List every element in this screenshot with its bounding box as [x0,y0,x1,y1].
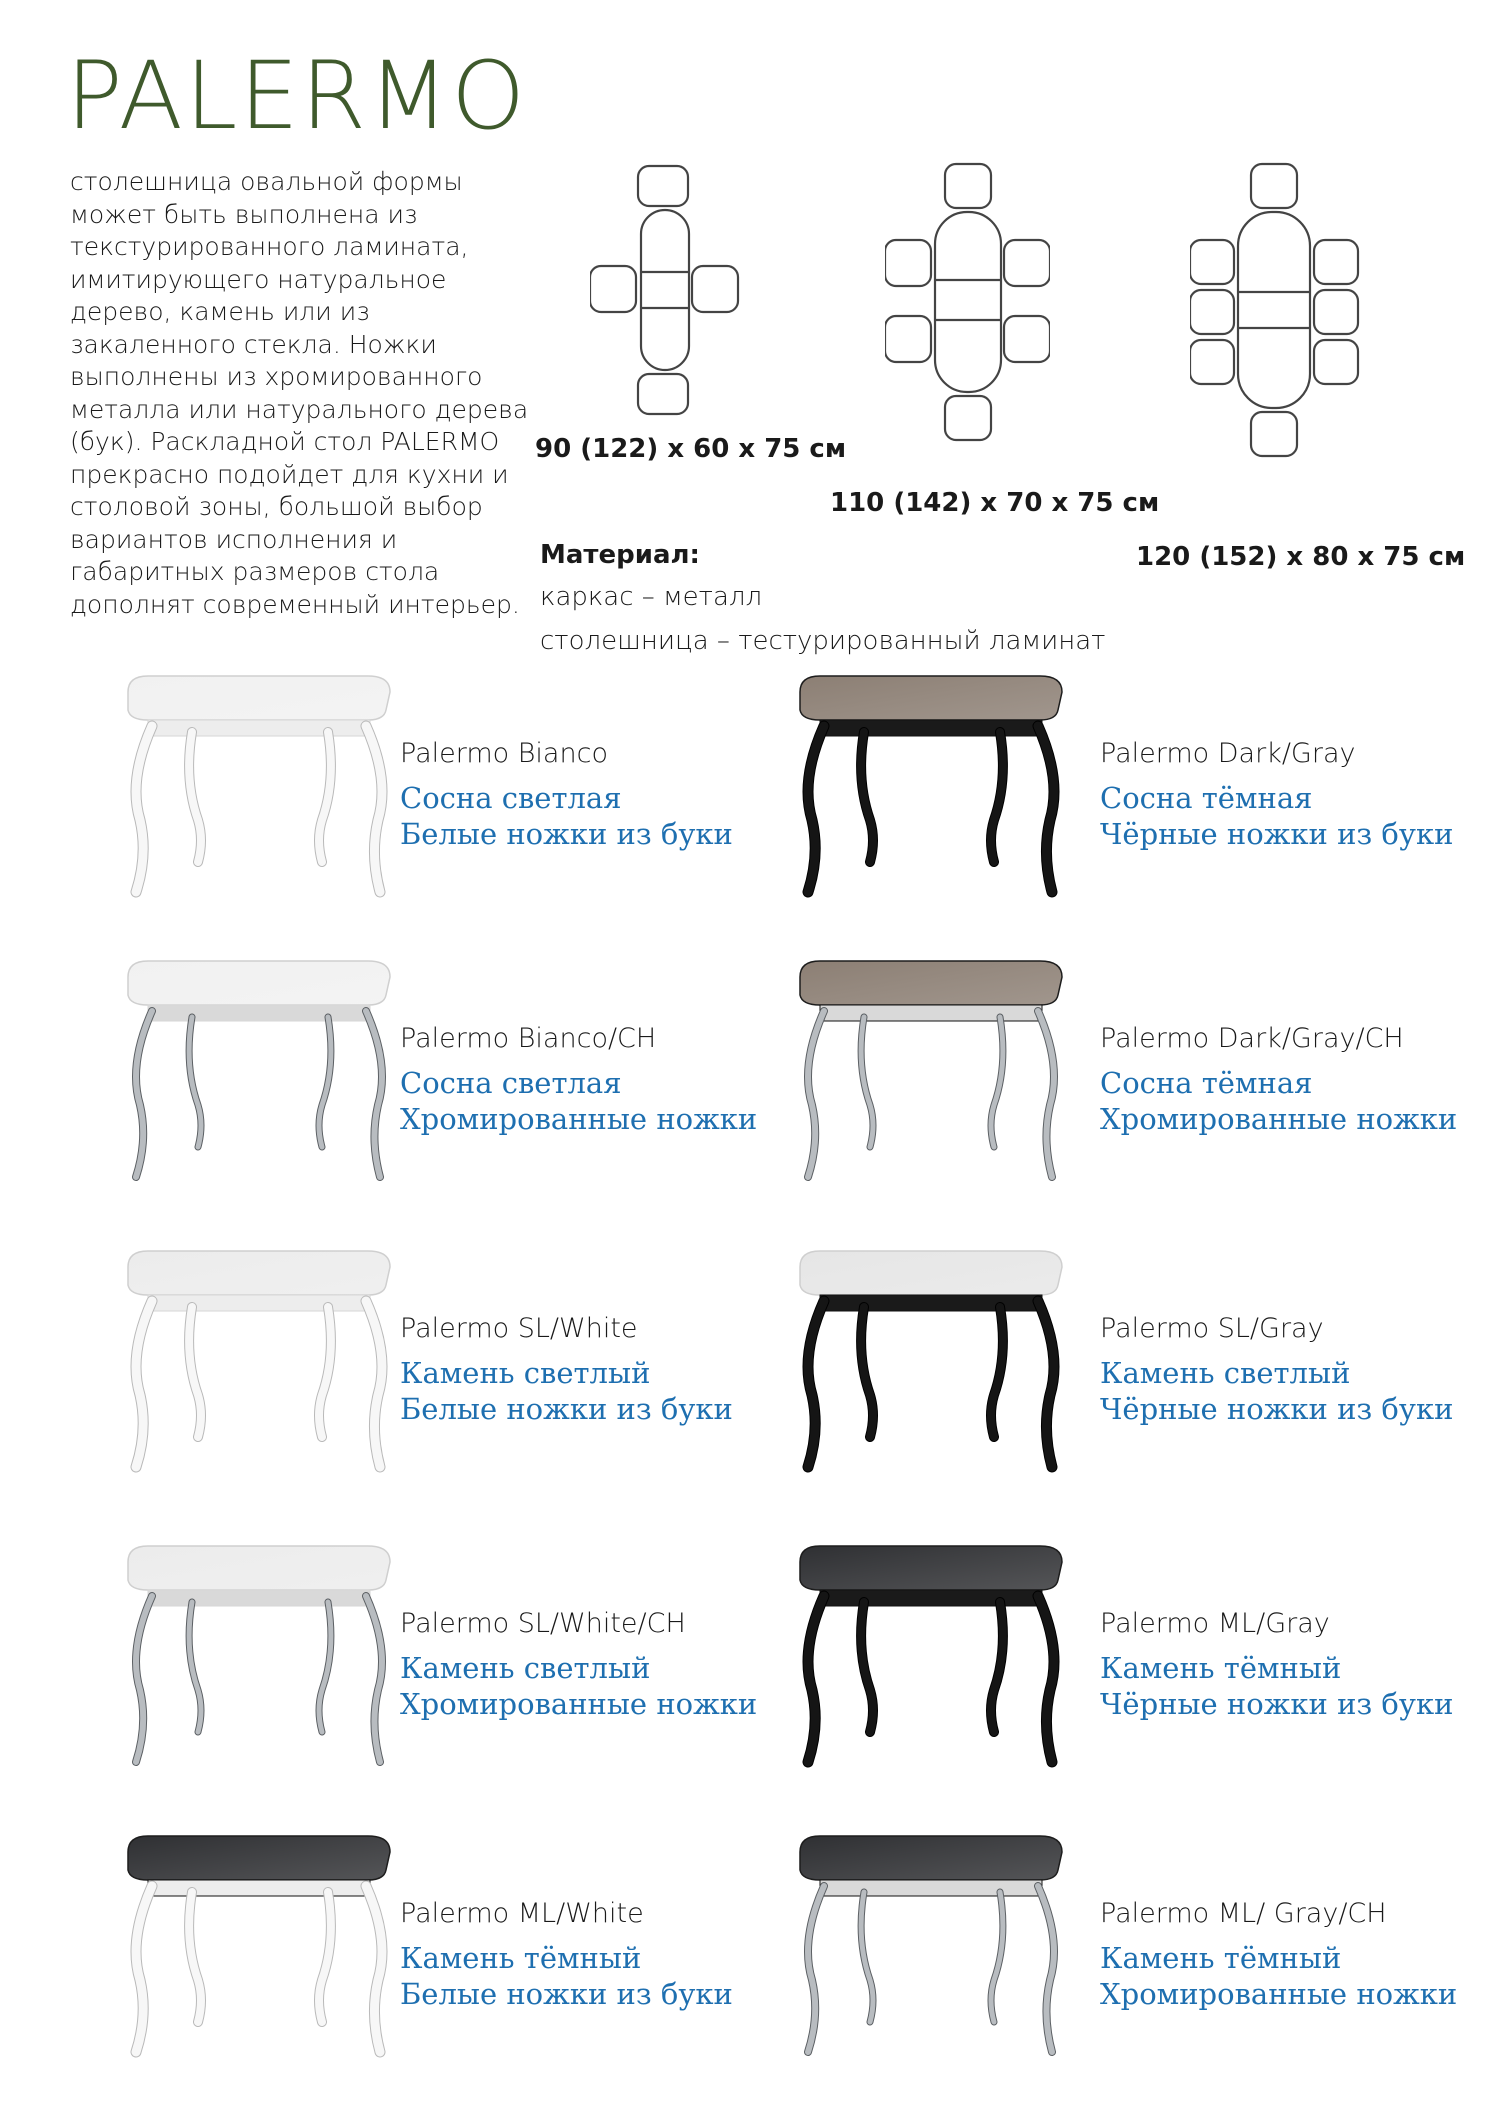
table-seating-4-icon [590,160,740,420]
product-image [790,1245,1070,1480]
product-leg-finish: Хромированные ножки [1100,1977,1458,2011]
table-seating-8-icon [1190,160,1360,460]
product-leg-finish: Белые ножки из буки [400,1977,733,2011]
product-top-finish: Камень тёмный [1100,1651,1342,1685]
product-top-finish: Камень тёмный [1100,1941,1342,1975]
product-top-finish: Камень светлый [400,1651,651,1685]
table-icon [790,1540,1070,1775]
product-image [118,670,398,905]
product-image [118,1245,398,1480]
product-name: Palermo Bianco/CH [400,1023,657,1054]
product-image [118,1540,398,1775]
product-name: Palermo ML/ Gray/CH [1100,1898,1387,1929]
product-leg-finish: Хромированные ножки [400,1102,758,1136]
product-leg-finish: Чёрные ножки из буки [1100,1687,1454,1721]
product-name: Palermo Bianco [400,738,608,769]
product-leg-finish: Белые ножки из буки [400,817,733,851]
product-description: столешница овальной формы может быть выполнена из текстурированного ламината, имитирующего натуральное дерево, камень или из закаленного стекла. Ножки выполнены из хромированного металла или натурального дерева (бук). Раскладной стол PALERMO прекрасно подойдет для кухни и столовой зоны, большой выбор вариантов исполнения и габаритных размеров стола дополнят современный интерьер. [70,167,529,619]
product-image [118,955,398,1190]
product-top-finish: Камень светлый [400,1356,651,1390]
product-leg-finish: Хромированные ножки [400,1687,758,1721]
product-image [790,1830,1070,2065]
material-tabletop: столешница – тестурированный ламинат [540,626,1106,656]
product-top-finish: Камень тёмный [400,1941,642,1975]
product-name: Palermo SL/White/CH [400,1608,686,1639]
layout-4-dimensions: 90 (122) x 60 x 75 см [535,434,847,464]
product-leg-finish: Белые ножки из буки [400,1392,733,1426]
product-top-finish: Камень светлый [1100,1356,1351,1390]
table-icon [118,1540,398,1775]
product-name: Palermo ML/White [400,1898,644,1929]
table-icon [790,1245,1070,1480]
layout-diagram-4-seats [590,160,740,420]
product-top-finish: Сосна светлая [400,1066,622,1100]
table-icon [118,1245,398,1480]
table-seating-6-icon [885,160,1050,445]
table-icon [118,670,398,905]
table-icon [118,1830,398,2065]
layout-8-dimensions: 120 (152) x 80 x 75 см [1136,542,1466,572]
product-name: Palermo SL/White [400,1313,638,1344]
product-image [790,670,1070,905]
product-leg-finish: Чёрные ножки из буки [1100,817,1454,851]
material-frame: каркас – металл [540,582,763,612]
layout-diagram-6-seats [885,160,1050,445]
product-image [790,955,1070,1190]
layout-diagram-8-seats [1190,160,1360,460]
product-top-finish: Сосна тёмная [1100,1066,1313,1100]
product-name: Palermo ML/Gray [1100,1608,1330,1639]
product-leg-finish: Хромированные ножки [1100,1102,1458,1136]
product-top-finish: Сосна светлая [400,781,622,815]
table-icon [790,670,1070,905]
table-icon [790,1830,1070,2065]
product-name: Palermo SL/Gray [1100,1313,1324,1344]
table-icon [118,955,398,1190]
material-heading: Материал: [540,540,700,570]
product-top-finish: Сосна тёмная [1100,781,1313,815]
layout-6-dimensions: 110 (142) x 70 x 75 см [830,488,1160,518]
page-title: PALERMO [66,42,528,151]
product-leg-finish: Чёрные ножки из буки [1100,1392,1454,1426]
table-icon [790,955,1070,1190]
product-name: Palermo Dark/Gray/CH [1100,1023,1404,1054]
product-name: Palermo Dark/Gray [1100,738,1356,769]
product-image [118,1830,398,2065]
product-image [790,1540,1070,1775]
